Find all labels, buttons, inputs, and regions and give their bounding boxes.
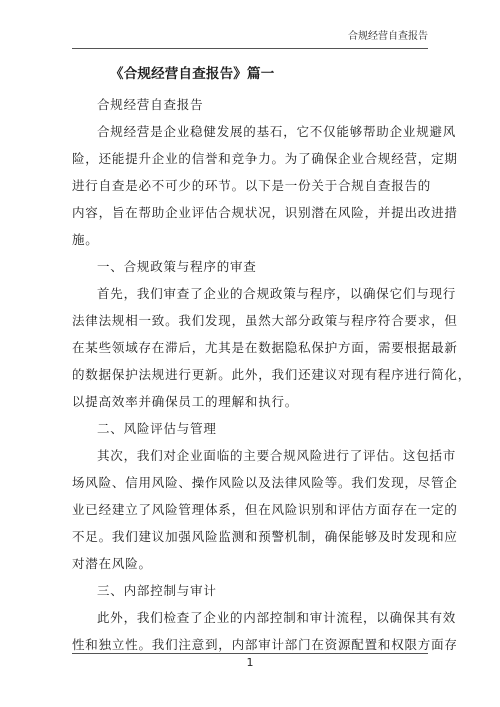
paragraph-line: 业已经建立了风险管理体系，但在风险识别和评估方面存在一定的 bbox=[72, 502, 458, 517]
paragraph-line: 不足。我们建议加强风险监测和预警机制，确保能够及时发现和应 bbox=[72, 529, 458, 544]
paragraph-line: 合规经营是企业稳健发展的基石，它不仅能够帮助企业规避风 bbox=[97, 124, 457, 139]
document-title: 《合规经营自查报告》篇一 bbox=[110, 66, 275, 82]
subtitle-line: 合规经营自查报告 bbox=[97, 97, 204, 112]
paragraph-line: 的数据保护法规进行更新。此外，我们还建议对现有程序进行简化， bbox=[72, 367, 472, 382]
section-3-paragraph bbox=[72, 604, 458, 658]
page-number: 1 bbox=[246, 656, 254, 669]
running-header-title: 合规经营自查报告 bbox=[348, 31, 428, 42]
paragraph-line: 对潜在风险。 bbox=[72, 556, 152, 571]
section-2-paragraph bbox=[72, 442, 458, 577]
section-heading-1 bbox=[72, 253, 426, 280]
footer-divider bbox=[72, 653, 428, 654]
paragraph-line: 此外，我们检查了企业的内部控制和审计流程，以确保其有效 bbox=[97, 610, 457, 625]
document-body bbox=[72, 57, 472, 658]
paragraph-line: 在某些领域存在滞后，尤其是在数据隐私保护方面，需要根据最新 bbox=[72, 340, 458, 355]
section-heading-2 bbox=[72, 415, 426, 442]
running-header bbox=[72, 30, 428, 49]
paragraph-line: 内容，旨在帮助企业评估合规状况，识别潜在风险，并提出改进措 bbox=[72, 205, 458, 220]
section-heading-text: 三、内部控制与审计 bbox=[97, 583, 217, 598]
paragraph-line: 性和独立性。我们注意到，内部审计部门在资源配置和权限方面存 bbox=[72, 637, 458, 652]
paragraph-line: 险，还能提升企业的信誉和竞争力。为了确保企业合规经营，定期 bbox=[72, 151, 458, 166]
paragraph-line: 场风险、信用风险、操作风险以及法律风险等。我们发现，尽管企 bbox=[72, 475, 458, 490]
paragraph-line: 以提高效率并确保员工的理解和执行。 bbox=[72, 394, 299, 409]
document-subtitle bbox=[72, 91, 426, 118]
intro-paragraph bbox=[72, 118, 458, 253]
section-heading-text: 二、风险评估与管理 bbox=[97, 421, 217, 436]
paragraph-line: 施。 bbox=[72, 232, 99, 247]
paragraph-line: 其次，我们对企业面临的主要合规风险进行了评估。这包括市 bbox=[97, 448, 457, 463]
paragraph-line: 法律法规相一致。我们发现，虽然大部分政策与程序符合要求，但 bbox=[72, 313, 458, 328]
paragraph-line: 进行自查是必不可少的环节。以下是一份关于合规自查报告的 bbox=[72, 178, 432, 193]
paragraph-line: 首先，我们审查了企业的合规政策与程序，以确保它们与现行 bbox=[97, 286, 457, 301]
section-1-paragraph bbox=[72, 280, 472, 415]
section-heading-3 bbox=[72, 577, 426, 604]
section-heading-text: 一、合规政策与程序的审查 bbox=[97, 259, 257, 274]
